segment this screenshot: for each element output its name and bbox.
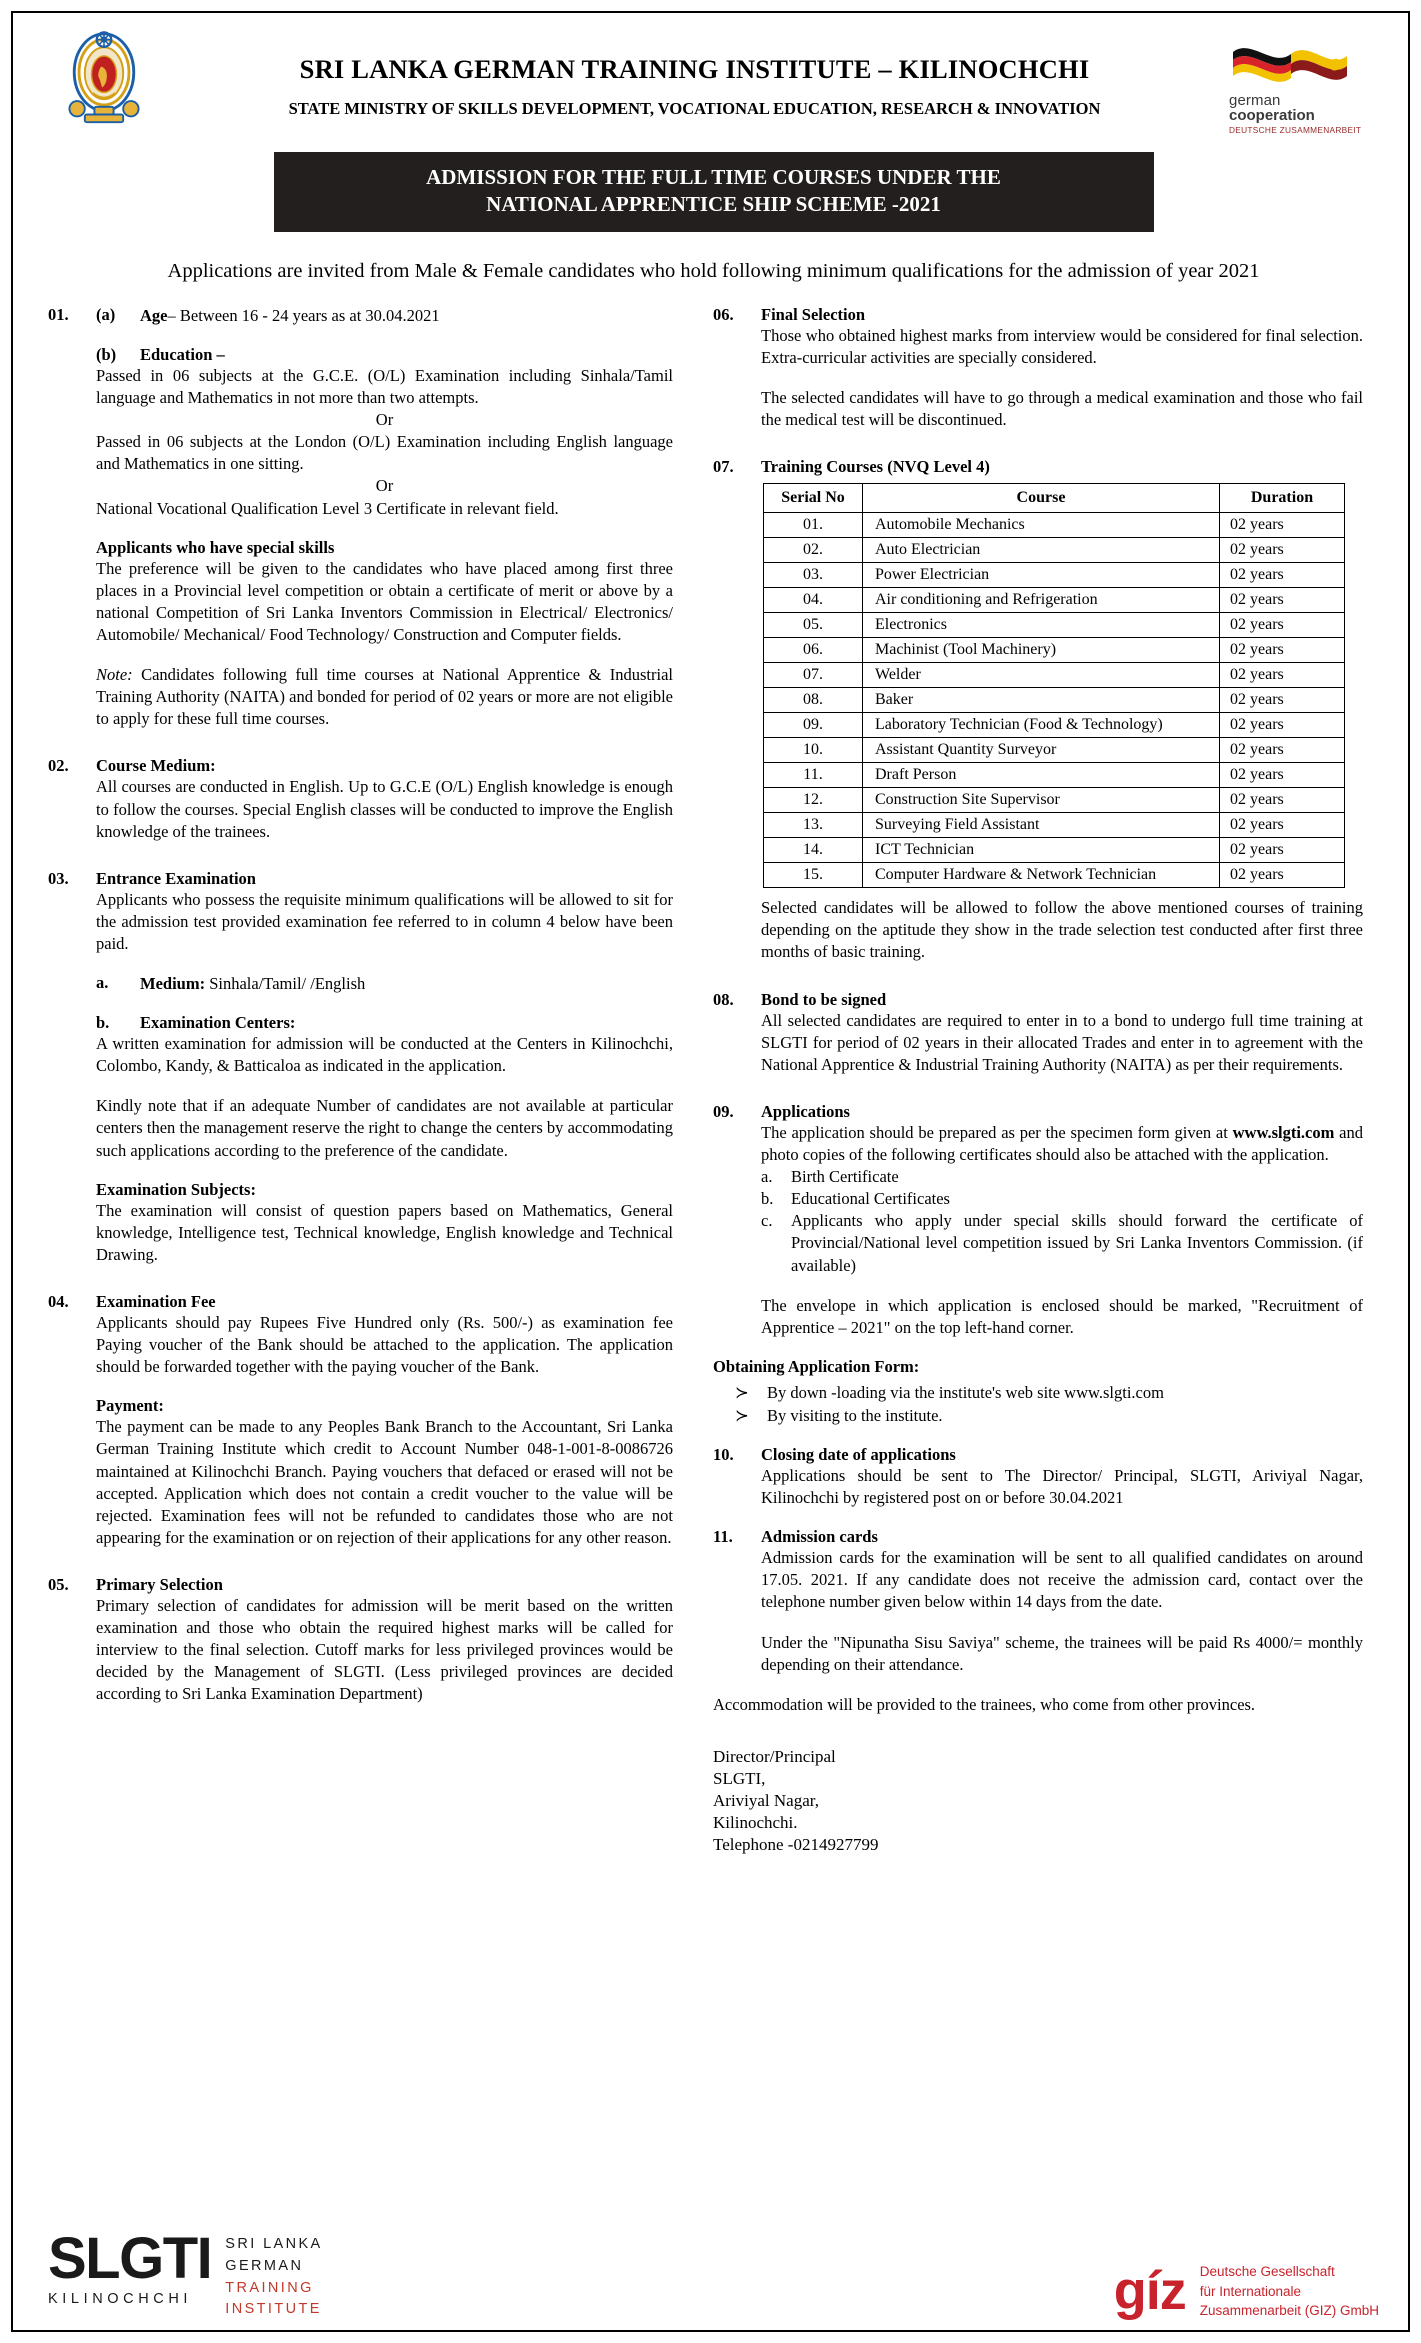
exam-medium-value: Sinhala/Tamil/ /English bbox=[205, 974, 366, 994]
education-or-2: Or bbox=[375, 476, 394, 496]
course-serial: 15. bbox=[764, 863, 863, 888]
payment-text: The payment can be made to any Peoples Bank Branch to the Accountant, Sri Lanka German Training Institute which credit to Account Number 048-1-001-8-0086726 maintained at Kilinochchi Branch. Paying vouchers that defaced or erased will not be accepted. Application which does not contain a credit voucher to the value will be rejected. Examination fees will not be refunded to candidates those who are not appearing for the examination or on rejection of their applications for any other reason. bbox=[96, 1417, 673, 1547]
course-duration: 02 years bbox=[1220, 538, 1345, 563]
entrance-exam-text: Applicants who possess the requisite minimum qualifications will be allowed to sit for the admission test provided examination fee referred to in column 4 below have been paid. bbox=[96, 889, 673, 953]
course-name: Power Electrician bbox=[863, 563, 1220, 588]
arrow-bullet-icon: ≻ bbox=[735, 1405, 749, 1425]
education-or-1: Or bbox=[375, 410, 394, 430]
course-duration: 02 years bbox=[1220, 763, 1345, 788]
course-serial: 14. bbox=[764, 838, 863, 863]
course-duration: 02 years bbox=[1220, 813, 1345, 838]
course-medium-title: Course Medium: bbox=[96, 756, 216, 776]
course-name: Welder bbox=[863, 663, 1220, 688]
section-05 bbox=[48, 1575, 673, 1706]
naita-note bbox=[96, 664, 673, 730]
accommodation-text: Accommodation will be provided to the trainees, who come from other provinces. bbox=[713, 1694, 1256, 1714]
course-name: Air conditioning and Refrigeration bbox=[863, 588, 1220, 613]
exam-medium-label: a. bbox=[96, 973, 109, 993]
slgti-institute: INSTITUTE bbox=[225, 2301, 322, 2318]
primary-selection-title: Primary Selection bbox=[96, 1575, 223, 1595]
section-01a-line bbox=[140, 305, 673, 327]
education-option-2: Passed in 06 subjects at the London (O/L) Examination including English language and Mathematics in one sitting. bbox=[96, 432, 673, 474]
note-label: Note: bbox=[96, 665, 133, 685]
table-row bbox=[764, 788, 1345, 813]
exam-centers-text-2: Kindly note that if an adequate Number of candidates are not available at particular centers then the management reserve the right to change the centers by accommodating such applications according to the preference of the candidate. bbox=[96, 1096, 673, 1160]
german-srilanka-flags-icon bbox=[1229, 36, 1359, 94]
table-row bbox=[764, 613, 1345, 638]
list-item-text: Educational Certificates bbox=[791, 1189, 950, 1209]
exam-subjects-text: The examination will consist of question papers based on Mathematics, General knowledge, Intelligence test, Technical knowledge, English knowledge and Technical Drawing. bbox=[96, 1200, 673, 1264]
course-duration: 02 years bbox=[1220, 688, 1345, 713]
slgti-website: www.slgti.com bbox=[1232, 1122, 1335, 1142]
section-01a-label: (a) bbox=[96, 304, 116, 324]
course-name: Surveying Field Assistant bbox=[863, 813, 1220, 838]
section-08 bbox=[713, 990, 1363, 1076]
course-duration: 02 years bbox=[1220, 513, 1345, 538]
exam-fee-text: Applicants should pay Rupees Five Hundred only (Rs. 500/-) as examination fee Paying voucher of the Bank should be attached to the application. The application should be forwarded together with the paying voucher of the Bank. bbox=[96, 1313, 673, 1377]
course-duration: 02 years bbox=[1220, 638, 1345, 663]
left-column bbox=[48, 305, 673, 1857]
section-06 bbox=[713, 305, 1363, 431]
education-option-3: National Vocational Qualification Level 3 Certificate in relevant field. bbox=[96, 498, 559, 518]
applications-text bbox=[761, 1122, 1363, 1166]
giz-line-1: Deutsche Gesellschaft bbox=[1199, 2264, 1335, 2280]
signature-line: SLGTI, bbox=[713, 1768, 766, 1788]
special-skills-title: Applicants who have special skills bbox=[96, 537, 335, 557]
course-serial: 07. bbox=[764, 663, 863, 688]
list-item-label: a. bbox=[761, 1167, 773, 1187]
list-item-text: By down -loading via the institute's web site www.slgti.com bbox=[767, 1382, 1164, 1402]
intro-paragraph: Applications are invited from Male & Female candidates who hold following minimum qualifications for the admission of year 2021 bbox=[167, 259, 1260, 282]
section-07-number: 07. bbox=[713, 457, 734, 477]
giz-wordmark: gíz bbox=[1113, 2261, 1186, 2321]
training-courses-table bbox=[763, 483, 1345, 888]
table-row bbox=[764, 563, 1345, 588]
table-row bbox=[764, 813, 1345, 838]
section-01-number: 01. bbox=[48, 304, 69, 324]
table-header-serial: Serial No bbox=[764, 484, 863, 513]
admission-banner bbox=[274, 152, 1154, 232]
list-item bbox=[761, 1188, 1363, 1210]
giz-logo bbox=[1114, 2262, 1379, 2321]
course-serial: 03. bbox=[764, 563, 863, 588]
list-item-text: By visiting to the institute. bbox=[767, 1405, 943, 1425]
section-04-number: 04. bbox=[48, 1292, 69, 1312]
section-04 bbox=[48, 1292, 673, 1549]
slgti-logo bbox=[48, 2226, 323, 2321]
course-name: Machinist (Tool Machinery) bbox=[863, 638, 1220, 663]
table-row bbox=[764, 538, 1345, 563]
course-duration: 02 years bbox=[1220, 613, 1345, 638]
section-02-number: 02. bbox=[48, 756, 69, 776]
bond-text: All selected candidates are required to enter in to a bond to undergo full time training at SLGTI for period of 02 years in their allocated Trades and enter in to agreement with the National Apprentice & Industrial Training Authority (NAITA) as per their requirements. bbox=[761, 1010, 1363, 1074]
section-09-number: 09. bbox=[713, 1101, 734, 1121]
course-duration: 02 years bbox=[1220, 788, 1345, 813]
slgti-sri-lanka: SRI LANKA bbox=[225, 2236, 323, 2252]
final-selection-text-1: Those who obtained highest marks from interview would be considered for final selection. Extra-curricular activities are specially considered. bbox=[761, 325, 1363, 367]
obtaining-form-title: Obtaining Application Form: bbox=[713, 1356, 920, 1376]
list-item-text: Applicants who apply under special skills should forward the certificate of Provincial/National level competition issued by Sri Lanka Inventors Commission. (if available) bbox=[791, 1211, 1363, 1275]
section-02 bbox=[48, 756, 673, 842]
section-01a bbox=[96, 305, 673, 327]
course-serial: 10. bbox=[764, 738, 863, 763]
table-row bbox=[764, 688, 1345, 713]
document-header bbox=[48, 14, 1379, 142]
banner-line-2: NATIONAL APPRENTICE SHIP SCHEME -2021 bbox=[486, 191, 941, 216]
course-duration: 02 years bbox=[1220, 838, 1345, 863]
table-row bbox=[764, 513, 1345, 538]
note-text: Candidates following full time courses at National Apprentice & Industrial Training Authority (NAITA) and bonded for period of 02 years or more are not eligible to apply for these full time courses. bbox=[96, 665, 673, 729]
right-column bbox=[713, 305, 1363, 1857]
table-row bbox=[764, 838, 1345, 863]
giz-line-3: Zusammenarbeit (GIZ) GmbH bbox=[1199, 2303, 1379, 2319]
course-name: Construction Site Supervisor bbox=[863, 788, 1220, 813]
section-11 bbox=[713, 1527, 1363, 1676]
closing-date-title: Closing date of applications bbox=[761, 1445, 956, 1465]
table-row bbox=[764, 663, 1345, 688]
special-skills-text: The preference will be given to the candidates who have placed among first three places in a Provincial level competition or obtain a certificate of merit or above by a national Competition of Sri Lanka Inventors Commission in Electrical/ Electronics/ Automobile/ Mechanical/ Food Technology/ Construction and Computer fields. bbox=[96, 558, 673, 644]
section-03-number: 03. bbox=[48, 868, 69, 888]
list-item bbox=[713, 1381, 1363, 1404]
exam-medium-title: Medium: bbox=[140, 974, 206, 994]
giz-line-2: für Internationale bbox=[1199, 2283, 1302, 2299]
course-duration: 02 years bbox=[1220, 738, 1345, 763]
exam-medium-line bbox=[140, 973, 673, 995]
slgti-wordmark: SLGTI bbox=[48, 2226, 212, 2291]
section-06-number: 06. bbox=[713, 304, 734, 324]
section-08-number: 08. bbox=[713, 989, 734, 1009]
bond-title: Bond to be signed bbox=[761, 989, 887, 1009]
age-text: – Between 16 - 24 years as at 30.04.2021 bbox=[167, 305, 440, 325]
final-selection-text-2: The selected candidates will have to go through a medical examination and those who fail the medical test will be discontinued. bbox=[761, 387, 1363, 430]
training-courses-note: Selected candidates will be allowed to follow the above mentioned courses of training depending on the aptitude they show in the trade selection test conducted after first three months of basic training. bbox=[761, 898, 1363, 962]
course-serial: 06. bbox=[764, 638, 863, 663]
german-logo-line1: german bbox=[1229, 92, 1281, 109]
course-name: Automobile Mechanics bbox=[863, 513, 1220, 538]
applications-title: Applications bbox=[761, 1101, 850, 1121]
section-05-number: 05. bbox=[48, 1575, 69, 1595]
exam-medium-row bbox=[96, 973, 673, 995]
exam-centers-row bbox=[96, 1013, 673, 1033]
exam-fee-title: Examination Fee bbox=[96, 1292, 216, 1312]
applications-text-after: and photo copies of the following certificates should also be attached with the application. bbox=[761, 1122, 1364, 1164]
admission-cards-text-2: Under the "Nipunatha Sisu Saviya" scheme, the trainees will be paid Rs 4000/= monthly depending on their attendance. bbox=[761, 1632, 1363, 1674]
course-serial: 12. bbox=[764, 788, 863, 813]
list-item bbox=[761, 1166, 1363, 1188]
document-footer bbox=[48, 2226, 1379, 2321]
course-serial: 11. bbox=[764, 763, 863, 788]
signature-line: Ariviyal Nagar, bbox=[713, 1791, 820, 1811]
german-logo-line3: DEUTSCHE ZUSAMMENARBEIT bbox=[1229, 124, 1362, 135]
table-header-course: Course bbox=[863, 484, 1220, 513]
list-item bbox=[713, 1404, 1363, 1427]
table-row bbox=[764, 738, 1345, 763]
table-row bbox=[764, 763, 1345, 788]
german-logo-line2: cooperation bbox=[1229, 107, 1315, 125]
envelope-text: The envelope in which application is enclosed should be marked, "Recruitment of Apprentice – 2021" on the top left-hand corner. bbox=[761, 1295, 1363, 1337]
admission-cards-text-1: Admission cards for the examination will be sent to all qualified candidates on around 17.05. 2021. If any candidate does not receive the admission card, contact over the telephone number given below within 14 days from the date. bbox=[761, 1548, 1363, 1612]
final-selection-title: Final Selection bbox=[761, 304, 866, 324]
course-duration: 02 years bbox=[1220, 588, 1345, 613]
section-11-number: 11. bbox=[713, 1527, 733, 1547]
closing-date-text: Applications should be sent to The Director/ Principal, SLGTI, Ariviyal Nagar, Kilinochchi by registered post on or before 30.04.2021 bbox=[761, 1466, 1363, 1508]
table-row bbox=[764, 638, 1345, 663]
course-name: Draft Person bbox=[863, 763, 1220, 788]
education-option-1: Passed in 06 subjects at the G.C.E. (O/L) Examination including Sinhala/Tamil language and Mathematics in not more than two attempts. bbox=[96, 365, 673, 407]
course-serial: 13. bbox=[764, 813, 863, 838]
payment-title: Payment: bbox=[96, 1396, 164, 1416]
section-03 bbox=[48, 869, 673, 1266]
section-01b bbox=[96, 345, 673, 365]
exam-centers-title: Examination Centers: bbox=[140, 1013, 296, 1033]
course-duration: 02 years bbox=[1220, 663, 1345, 688]
table-row bbox=[764, 713, 1345, 738]
course-medium-text: All courses are conducted in English. Up to G.C.E (O/L) English knowledge is enough to follow the courses. Special English classes will be conducted to improve the English knowledge of the trainees. bbox=[96, 777, 673, 841]
course-duration: 02 years bbox=[1220, 563, 1345, 588]
signature-block bbox=[713, 1746, 1363, 1856]
sri-lanka-emblem-icon bbox=[48, 30, 160, 126]
course-serial: 05. bbox=[764, 613, 863, 638]
slgti-kilinochchi: KILINOCHCHI bbox=[48, 2291, 193, 2307]
applications-text-before: The application should be prepared as per the specimen form given at bbox=[761, 1122, 1233, 1142]
list-item-label: c. bbox=[761, 1211, 773, 1231]
course-serial: 08. bbox=[764, 688, 863, 713]
education-label: Education – bbox=[140, 344, 225, 364]
age-label: Age bbox=[140, 305, 168, 325]
table-header-duration: Duration bbox=[1220, 484, 1345, 513]
course-serial: 09. bbox=[764, 713, 863, 738]
arrow-bullet-icon: ≻ bbox=[735, 1382, 749, 1402]
course-name: Assistant Quantity Surveyor bbox=[863, 738, 1220, 763]
table-header-row bbox=[764, 484, 1345, 513]
training-courses-title: Training Courses (NVQ Level 4) bbox=[761, 457, 990, 477]
exam-subjects-title: Examination Subjects: bbox=[96, 1179, 256, 1199]
course-name: Auto Electrician bbox=[863, 538, 1220, 563]
list-item bbox=[761, 1210, 1363, 1276]
course-name: Baker bbox=[863, 688, 1220, 713]
section-10 bbox=[713, 1445, 1363, 1509]
slgti-training: TRAINING bbox=[225, 2279, 314, 2296]
ministry-title: STATE MINISTRY OF SKILLS DEVELOPMENT, VOCATIONAL EDUCATION, RESEARCH & INNOVATION bbox=[288, 99, 1101, 118]
section-01 bbox=[48, 305, 673, 731]
admission-cards-title: Admission cards bbox=[761, 1527, 878, 1547]
course-serial: 02. bbox=[764, 538, 863, 563]
course-name: Laboratory Technician (Food & Technology) bbox=[863, 713, 1220, 738]
primary-selection-text: Primary selection of candidates for admission will be merit based on the written examination and those who obtain the required highest marks will be called for interview to the final selection. Cutoff marks for less privileged provinces would be decided by the Management of SLGTI. (Less privileged provinces are decided according to Sri Lanka Examination Department) bbox=[96, 1596, 673, 1704]
course-name: Electronics bbox=[863, 613, 1220, 638]
section-10-number: 10. bbox=[713, 1445, 734, 1465]
list-item-label: b. bbox=[761, 1189, 774, 1209]
course-serial: 01. bbox=[764, 513, 863, 538]
exam-centers-label: b. bbox=[96, 1013, 110, 1033]
slgti-german: GERMAN bbox=[225, 2257, 304, 2274]
signature-line: Kilinochchi. bbox=[713, 1813, 798, 1833]
german-cooperation-logo bbox=[1229, 30, 1379, 134]
entrance-exam-title: Entrance Examination bbox=[96, 868, 256, 888]
course-serial: 04. bbox=[764, 588, 863, 613]
section-07 bbox=[713, 457, 1363, 963]
exam-centers-text-1: A written examination for admission will be conducted at the Centers in Kilinochchi, Colombo, Kandy, & Batticaloa as indicated in the application. bbox=[96, 1034, 673, 1076]
table-row bbox=[764, 863, 1345, 888]
list-item-text: Birth Certificate bbox=[791, 1167, 899, 1187]
table-row bbox=[764, 588, 1345, 613]
signature-line: Director/Principal bbox=[713, 1746, 836, 1766]
section-01b-label: (b) bbox=[96, 344, 117, 364]
signature-line: Telephone -0214927799 bbox=[713, 1835, 879, 1855]
course-duration: 02 years bbox=[1220, 713, 1345, 738]
course-name: ICT Technician bbox=[863, 838, 1220, 863]
course-name: Computer Hardware & Network Technician bbox=[863, 863, 1220, 888]
institute-title: SRI LANKA GERMAN TRAINING INSTITUTE – KILINOCHCHI bbox=[299, 54, 1090, 84]
course-duration: 02 years bbox=[1220, 863, 1345, 888]
section-09 bbox=[713, 1102, 1363, 1339]
banner-line-1: ADMISSION FOR THE FULL TIME COURSES UNDER THE bbox=[426, 165, 1001, 189]
